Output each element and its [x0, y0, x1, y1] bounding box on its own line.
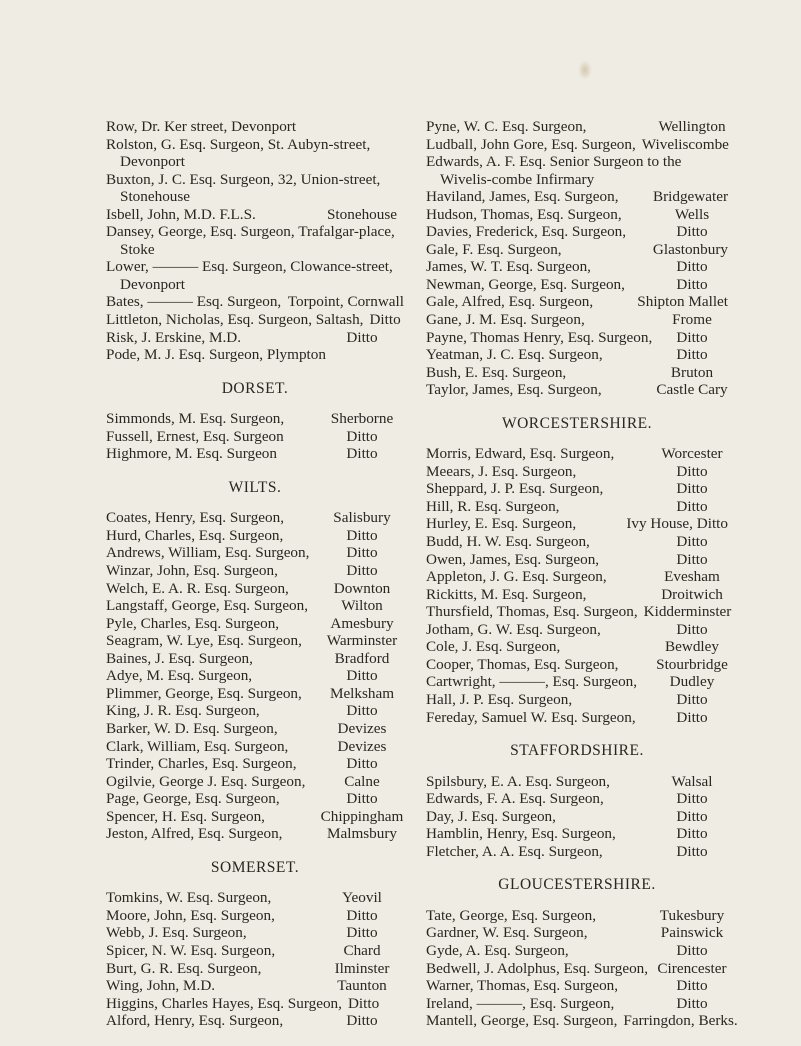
- entry-place: Ditto: [676, 550, 708, 568]
- directory-entry: [106, 136, 404, 171]
- entry-place: Ditto: [346, 427, 378, 445]
- entry-place: Frome: [672, 311, 712, 329]
- entry-name: Jeston, Alfred, Esq. Surgeon,: [106, 825, 283, 843]
- entry-name: Gardner, W. Esq. Surgeon,: [426, 924, 588, 942]
- entry-name: Gale, Alfred, Esq. Surgeon,: [426, 293, 594, 311]
- entry-place: Ditto: [346, 1012, 378, 1030]
- directory-entry: [426, 586, 728, 604]
- entry-place: Tukesbury: [659, 906, 725, 924]
- entry-name: Gane, J. M. Esq. Surgeon,: [426, 311, 585, 329]
- directory-entry: [106, 960, 404, 978]
- entry-name: Higgins, Charles Hayes, Esq. Surgeon,: [106, 994, 342, 1012]
- entry-place: Ditto: [346, 328, 378, 346]
- directory-entry: [106, 293, 404, 311]
- directory-entry: [426, 329, 728, 347]
- entry-name: Mantell, George, Esq. Surgeon,: [426, 1012, 618, 1030]
- entry-place: Ditto: [346, 702, 378, 720]
- entry-name: Alford, Henry, Esq. Surgeon,: [106, 1012, 284, 1030]
- entry-place: Sherborne: [330, 410, 394, 428]
- county-heading: GLOUCESTERSHIRE.: [498, 876, 656, 894]
- entry-name: Clark, William, Esq. Surgeon,: [106, 737, 289, 755]
- entry-name: Spicer, N. W. Esq. Surgeon,: [106, 941, 276, 959]
- county-heading: STAFFORDSHIRE.: [510, 742, 644, 760]
- entry-name: Webb, J. Esq. Surgeon,: [106, 924, 247, 942]
- entry-name: Cartwright, ———, Esq. Surgeon,: [426, 673, 638, 691]
- entry-place: Torpoint, Cornwall: [287, 293, 404, 311]
- entry-name: Moore, John, Esq. Surgeon,: [106, 906, 275, 924]
- entry-name: Taylor, James, Esq. Surgeon,: [426, 381, 602, 399]
- entry-place: Stonehouse: [326, 205, 398, 223]
- entry-place: Dudley: [669, 673, 715, 691]
- directory-entry: [106, 977, 404, 995]
- entry-place: Walsal: [671, 772, 713, 790]
- entry-place: Ditto: [676, 842, 708, 860]
- entry-name: Edwards, F. A. Esq. Surgeon,: [426, 790, 604, 808]
- directory-entry: [106, 738, 404, 756]
- directory-entry: [106, 597, 404, 615]
- directory-entry: [106, 942, 404, 960]
- entry-place: Malmsbury: [326, 825, 398, 843]
- entry-place: Ditto: [676, 941, 708, 959]
- entry-place: Melksham: [329, 684, 395, 702]
- entry-place: Cirencester: [657, 959, 727, 977]
- entry-place: Farringdon, Berks.: [623, 1012, 738, 1030]
- county-heading: WORCESTERSHIRE.: [501, 414, 653, 432]
- directory-entry: [106, 509, 404, 527]
- directory-entry: [106, 346, 404, 364]
- entry-place: Ditto: [676, 480, 708, 498]
- entry-place: Ditto: [676, 807, 708, 825]
- directory-entry: [426, 276, 728, 294]
- entry-place: Bradford: [334, 649, 390, 667]
- entry-name: Ludball, John Gore, Esq. Surgeon,: [426, 135, 636, 153]
- county-heading: DORSET.: [221, 379, 289, 397]
- directory-entry: [106, 258, 404, 293]
- directory-entry: [426, 673, 728, 691]
- directory-entry: [106, 410, 404, 428]
- entry-name: Hill, R. Esq. Surgeon,: [426, 497, 560, 515]
- entry-name: Sheppard, J. P. Esq. Surgeon,: [426, 480, 604, 498]
- entry-place: Bruton: [670, 363, 714, 381]
- entry-name: Hudson, Thomas, Esq. Surgeon,: [426, 205, 622, 223]
- entry-place: Bewdley: [665, 638, 719, 656]
- entry-name: Ogilvie, George J. Esq. Surgeon,: [106, 772, 306, 790]
- entry-name: Tate, George, Esq. Surgeon,: [426, 906, 597, 924]
- entry-name: Budd, H. W. Esq. Surgeon,: [426, 533, 590, 551]
- entry-name: Littleton, Nicholas, Esq. Surgeon, Saltash,: [106, 311, 364, 329]
- directory-entry: [106, 720, 404, 738]
- entry-place: Ditto: [676, 690, 708, 708]
- directory-entry: [426, 445, 728, 463]
- entry-place: Wiveliscombe: [641, 135, 729, 153]
- directory-entry: [426, 638, 728, 656]
- directory-entry: [106, 527, 404, 545]
- entry-name: Trinder, Charles, Esq. Surgeon,: [106, 755, 297, 773]
- directory-entry: [106, 329, 404, 347]
- directory-entry: [426, 136, 728, 154]
- entry-name: Fussell, Ernest, Esq. Surgeon: [106, 427, 284, 445]
- directory-entry: [106, 924, 404, 942]
- entry-place: Ditto: [346, 445, 378, 463]
- entry-name: Row, Dr. Ker street, Devonport: [106, 118, 297, 135]
- entry-name: Jotham, G. W. Esq. Surgeon,: [426, 620, 601, 638]
- entry-place: Bridgewater: [652, 188, 728, 206]
- directory-entry: [106, 685, 404, 703]
- entry-place: Warminster: [326, 632, 398, 650]
- entry-name: Baines, J. Esq. Surgeon,: [106, 649, 253, 667]
- entry-place: Ditto: [676, 346, 708, 364]
- directory-entry: [426, 942, 728, 960]
- entry-name: Spencer, H. Esq. Surgeon,: [106, 807, 265, 825]
- directory-entry: [426, 691, 728, 709]
- entry-name: Langstaff, George, Esq. Surgeon,: [106, 597, 309, 615]
- entry-name: Tomkins, W. Esq. Surgeon,: [106, 889, 272, 907]
- entry-place: Wilton: [341, 597, 383, 615]
- entry-name: Fereday, Samuel W. Esq. Surgeon,: [426, 708, 636, 726]
- entry-place: Wellington: [658, 118, 726, 135]
- right-column: [426, 118, 738, 1030]
- directory-entry: [426, 977, 728, 995]
- entry-name: Page, George, Esq. Surgeon,: [106, 790, 280, 808]
- entry-name: Isbell, John, M.D. F.L.S.: [106, 205, 256, 223]
- entry-name: Simmonds, M. Esq. Surgeon,: [106, 410, 285, 428]
- directory-entry: [426, 709, 728, 727]
- entry-place: Worcester: [661, 445, 723, 463]
- entry-place: Ilminster: [334, 959, 390, 977]
- directory-entry: [106, 615, 404, 633]
- entry-name: Cole, J. Esq. Surgeon,: [426, 638, 561, 656]
- entry-name: Risk, J. Erskine, M.D.: [106, 328, 242, 346]
- directory-entry: [426, 293, 728, 311]
- entry-place: Droitwich: [661, 585, 723, 603]
- entry-name: Bates, ——— Esq. Surgeon,: [106, 293, 282, 311]
- directory-entry: [106, 445, 404, 463]
- directory-entry: [426, 603, 732, 621]
- entry-place: Shipton Mallet: [637, 293, 728, 311]
- directory-entry: [426, 924, 728, 942]
- entry-name: Spilsbury, E. A. Esq. Surgeon,: [426, 772, 610, 790]
- entry-place: Glastonbury: [652, 240, 728, 258]
- entry-name: Winzar, John, Esq. Surgeon,: [106, 562, 278, 580]
- entry-name: Bush, E. Esq. Surgeon,: [426, 363, 567, 381]
- directory-entry: [106, 995, 404, 1013]
- entry-place: Salisbury: [333, 509, 391, 527]
- entry-place: Ditto: [347, 994, 380, 1012]
- entry-name: Cooper, Thomas, Esq. Surgeon,: [426, 655, 619, 673]
- directory-entry: [426, 907, 728, 925]
- directory-entry: [106, 907, 404, 925]
- entry-name: Meears, J. Esq. Surgeon,: [426, 462, 577, 480]
- entry-place: Ditto: [676, 708, 708, 726]
- entry-place: Devizes: [337, 737, 387, 755]
- directory-entry: [106, 562, 404, 580]
- directory-entry: [106, 702, 404, 720]
- entry-name: Hurd, Charles, Esq. Surgeon,: [106, 526, 284, 544]
- entry-place: Ditto: [676, 258, 708, 276]
- directory-entry: [426, 825, 728, 843]
- entry-name: Appleton, J. G. Esq. Surgeon,: [426, 568, 607, 586]
- directory-entry: [106, 171, 404, 206]
- entry-place: Devizes: [337, 719, 387, 737]
- directory-entry: [426, 311, 728, 329]
- directory-entry: [426, 206, 728, 224]
- entry-name: Pode, M. J. Esq. Surgeon, Plympton: [106, 346, 326, 364]
- directory-entry: [106, 223, 404, 258]
- directory-entry: [106, 790, 404, 808]
- directory-entry: [426, 498, 728, 516]
- entry-place: Taunton: [337, 977, 387, 995]
- directory-entry: [106, 808, 404, 826]
- directory-entry: [106, 428, 404, 446]
- entry-place: Calne: [344, 772, 380, 790]
- entry-place: Ditto: [346, 755, 378, 773]
- directory-entry: [426, 568, 728, 586]
- entry-name: Hurley, E. Esq. Surgeon,: [426, 515, 577, 533]
- directory-entry: [426, 515, 728, 533]
- entry-name: Welch, E. A. R. Esq. Surgeon,: [106, 579, 289, 597]
- entry-name: Wing, John, M.D.: [106, 977, 216, 995]
- directory-entry: [426, 463, 728, 481]
- entry-place: Ivy House, Ditto: [626, 515, 728, 533]
- entry-place: Ditto: [676, 994, 708, 1012]
- entry-place: Yeovil: [342, 889, 382, 907]
- directory-entry: [426, 381, 728, 399]
- entry-name: Plimmer, George, Esq. Surgeon,: [106, 684, 302, 702]
- entry-name: James, W. T. Esq. Surgeon,: [426, 258, 591, 276]
- directory-entry: [426, 656, 728, 674]
- entry-name: Hall, J. P. Esq. Surgeon,: [426, 690, 573, 708]
- entry-name: Gyde, A. Esq. Surgeon,: [426, 941, 569, 959]
- entry-name: Pyne, W. C. Esq. Surgeon,: [426, 118, 587, 135]
- entry-place: Kidderminster: [643, 603, 732, 621]
- directory-entry: [106, 118, 404, 136]
- directory-entry: [106, 650, 404, 668]
- entry-place: Ditto: [369, 311, 401, 329]
- directory-entry: [426, 960, 728, 978]
- entry-place: Ditto: [676, 275, 708, 293]
- entry-name: King, J. R. Esq. Surgeon,: [106, 702, 260, 720]
- entry-name: Andrews, William, Esq. Surgeon,: [106, 544, 310, 562]
- directory-entry: [106, 311, 404, 329]
- entry-place: Ditto: [346, 924, 378, 942]
- directory-entry: [426, 808, 728, 826]
- county-heading: WILTS.: [228, 478, 282, 496]
- directory-entry: [106, 755, 404, 773]
- entry-place: Ditto: [346, 562, 378, 580]
- directory-entry: [426, 621, 728, 639]
- entry-place: Castle Cary: [656, 381, 728, 399]
- entry-place: Stourbridge: [656, 655, 728, 673]
- entry-place: Ditto: [676, 462, 708, 480]
- entry-place: Ditto: [346, 526, 378, 544]
- directory-entry: [426, 480, 728, 498]
- directory-entry: [426, 533, 728, 551]
- directory-entry: [106, 889, 404, 907]
- county-heading: SOMERSET.: [210, 858, 300, 876]
- entry-name: Buxton, J. C. Esq. Surgeon, 32, Union-street, Stonehouse: [106, 170, 381, 206]
- entry-name: Hamblin, Henry, Esq. Surgeon,: [426, 825, 616, 843]
- directory-entry: [106, 773, 404, 791]
- entry-name: Owen, James, Esq. Surgeon,: [426, 550, 600, 568]
- entry-name: Payne, Thomas Henry, Esq. Surgeon,: [426, 328, 653, 346]
- entry-place: Ditto: [676, 533, 708, 551]
- directory-entry: [426, 118, 728, 136]
- entry-name: Bedwell, J. Adolphus, Esq. Surgeon,: [426, 959, 649, 977]
- entry-name: Newman, George, Esq. Surgeon,: [426, 275, 625, 293]
- directory-entry: [426, 773, 728, 791]
- entry-place: Ditto: [676, 620, 708, 638]
- entry-place: Painswick: [660, 924, 724, 942]
- entry-name: Warner, Thomas, Esq. Surgeon,: [426, 977, 619, 995]
- paper-stain: [578, 60, 592, 80]
- entry-name: Rolston, G. Esq. Surgeon, St. Aubyn-street, Devonport: [106, 135, 371, 171]
- directory-entry: [426, 258, 728, 276]
- entry-name: Burt, G. R. Esq. Surgeon,: [106, 959, 262, 977]
- entry-name: Morris, Edward, Esq. Surgeon,: [426, 445, 615, 463]
- directory-entry: [106, 825, 404, 843]
- directory-entry: [106, 580, 404, 598]
- entry-name: Lower, ——— Esq. Surgeon, Clowance-street, Devonport: [106, 258, 393, 293]
- directory-entry: [426, 346, 728, 364]
- directory-entry: [106, 667, 404, 685]
- entry-place: Ditto: [676, 977, 708, 995]
- entry-place: Ditto: [676, 825, 708, 843]
- entry-place: Ditto: [346, 544, 378, 562]
- directory-entry: [106, 206, 404, 224]
- directory-entry: [106, 1012, 404, 1030]
- directory-entry: [106, 632, 404, 650]
- entry-place: Ditto: [346, 906, 378, 924]
- entry-name: Adye, M. Esq. Surgeon,: [106, 667, 253, 685]
- directory-entry: [426, 188, 728, 206]
- entry-place: Ditto: [676, 328, 708, 346]
- directory-entry: [426, 551, 728, 569]
- entry-place: Ditto: [346, 667, 378, 685]
- entry-place: Ditto: [676, 497, 708, 515]
- entry-name: Highmore, M. Esq. Surgeon: [106, 445, 277, 463]
- entry-place: Chippingham: [320, 807, 404, 825]
- entry-place: Ditto: [676, 223, 708, 241]
- entry-name: Rickitts, M. Esq. Surgeon,: [426, 585, 587, 603]
- entry-name: Day, J. Esq. Surgeon,: [426, 807, 556, 825]
- entry-name: Barker, W. D. Esq. Surgeon,: [106, 719, 278, 737]
- directory-entry: [106, 544, 404, 562]
- directory-entry: [426, 223, 728, 241]
- entry-place: Ditto: [676, 790, 708, 808]
- entry-name: Gale, F. Esq. Surgeon,: [426, 240, 562, 258]
- entry-name: Seagram, W. Lye, Esq. Surgeon,: [106, 632, 302, 650]
- directory-entry: [426, 790, 728, 808]
- entry-place: Evesham: [664, 568, 720, 586]
- entry-place: Wells: [674, 205, 710, 223]
- directory-entry: [426, 364, 728, 382]
- entry-name: Fletcher, A. A. Esq. Surgeon,: [426, 842, 603, 860]
- entry-name: Dansey, George, Esq. Surgeon, Trafalgar-place, Stoke: [106, 223, 395, 258]
- directory-entry: [426, 995, 728, 1013]
- entry-name: Yeatman, J. C. Esq. Surgeon,: [426, 346, 603, 364]
- entry-name: Haviland, James, Esq. Surgeon,: [426, 188, 619, 206]
- left-column: [106, 118, 404, 1030]
- entry-name: Davies, Frederick, Esq. Surgeon,: [426, 223, 627, 241]
- entry-name: Edwards, A. F. Esq. Senior Surgeon to the Wivelis-combe Infirmary: [426, 153, 682, 188]
- entry-place: Downton: [333, 579, 391, 597]
- entry-place: Ditto: [346, 790, 378, 808]
- entry-name: Coates, Henry, Esq. Surgeon,: [106, 509, 285, 527]
- directory-entry: [426, 241, 728, 259]
- entry-place: Chard: [343, 941, 381, 959]
- entry-name: Thursfield, Thomas, Esq. Surgeon,: [426, 603, 638, 621]
- directory-entry: [426, 1012, 738, 1030]
- entry-name: Pyle, Charles, Esq. Surgeon,: [106, 614, 280, 632]
- entry-name: Ireland, ———, Esq. Surgeon,: [426, 994, 615, 1012]
- directory-entry: [426, 843, 728, 861]
- entry-place: Amesbury: [330, 614, 394, 632]
- directory-entry: [426, 153, 728, 188]
